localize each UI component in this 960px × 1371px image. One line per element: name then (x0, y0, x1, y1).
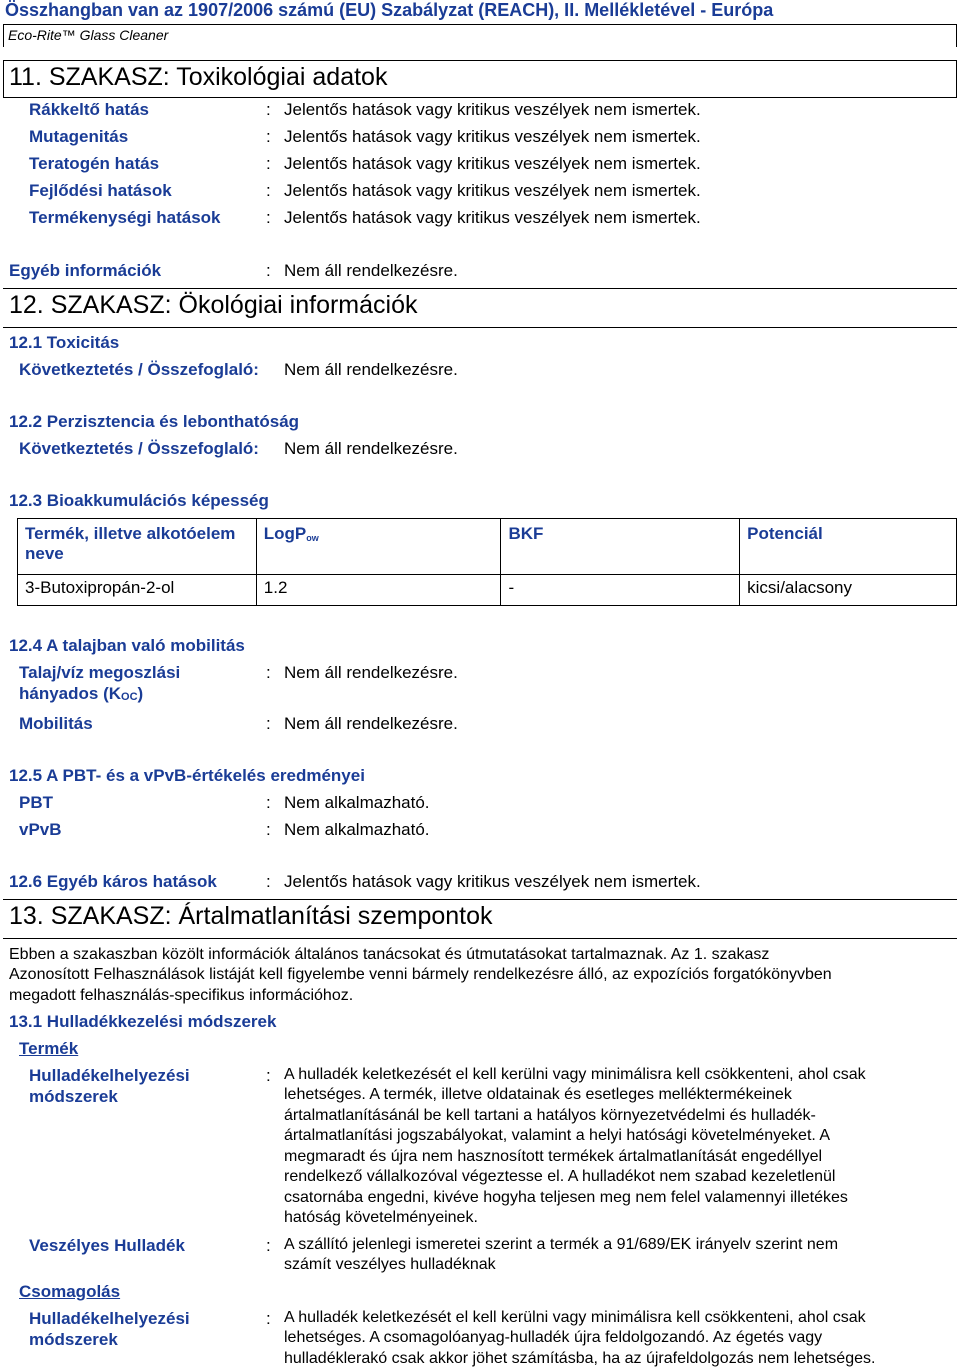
koc-label-text: hányados (K (19, 684, 122, 703)
section-13-top-rule (3, 899, 957, 900)
colon: : (266, 208, 271, 227)
product-disposal-text-4: ártalmatlanítási jogszabályokat, valamint a helyi hatósági követelményeket. A (284, 1127, 831, 1144)
cell-substance: 3-Butoxipropán-2-ol (18, 575, 257, 606)
table-row (18, 575, 957, 606)
section-13-bottom-rule (3, 938, 957, 939)
document-header-title: Összhangban van az 1907/2006 számú (EU) Szabályzat (REACH), II. Mellékletével - Európa (5, 0, 774, 20)
product-disposal-label-line1: Hulladékelhelyezési (29, 1066, 190, 1085)
colon: : (266, 714, 271, 733)
other-info-label: Egyéb információk (9, 261, 162, 280)
mobility-value: Nem áll rendelkezésre. (284, 714, 458, 733)
koc-close-paren: ) (137, 684, 144, 703)
packaging-disposal-text-1: A hulladék keletkezését el kell kerülni vagy minimálisra kell csökkenteni, ahol csak (284, 1309, 866, 1326)
mutagenicity-label: Mutagenitás (29, 127, 129, 146)
product-disposal-text-2: lehetséges. A termék, illetve oldatainak és esetleges melléktermékeinek (284, 1086, 792, 1103)
section-12-top-rule (3, 288, 957, 289)
mobility-label: Mobilitás (19, 714, 93, 733)
packaging-disposal-text-2: lehetséges. A csomagolóanyag-hulladék újra feldolgozandó. Az égetés vagy (284, 1329, 823, 1346)
developmental-effects-value: Jelentős hatások vagy kritikus veszélyek nem ismertek. (284, 181, 701, 200)
column-header-substance (18, 519, 257, 575)
colon: : (266, 154, 271, 173)
carcinogenicity-value: Jelentős hatások vagy kritikus veszélyek nem ismertek. (284, 100, 701, 119)
section-13-title: 13. SZAKASZ: Ártalmatlanítási szempontok (9, 902, 493, 930)
toxicity-subheading: 12.1 Toxicitás (9, 333, 120, 352)
colon: : (266, 127, 271, 146)
cell-potential: kicsi/alacsony (740, 575, 957, 606)
logpow-text: LogP (263, 524, 307, 543)
koc-subscript: OC (121, 691, 138, 703)
persistence-conclusion-value: Nem áll rendelkezésre. (284, 439, 458, 458)
pbt-label: PBT (19, 793, 53, 812)
colon: : (266, 820, 271, 839)
vpvb-label: vPvB (19, 820, 62, 839)
other-info-value: Nem áll rendelkezésre. (284, 261, 458, 280)
intro-line-2: Azonosított Felhasználások listáját kell figyelembe venni bármely rendelkezésre álló, az expozíciós forgatókönyvben (9, 966, 832, 983)
hazardous-waste-text-1: A szállító jelenlegi ismeretei szerint a termék a 91/689/EK irányelv szerint nem (284, 1236, 839, 1253)
bioaccumulation-table (17, 518, 957, 606)
table-header-row (18, 519, 957, 575)
cell-bcf: - (501, 575, 740, 606)
hazardous-waste-text-2: számít veszélyes hulladéknak (284, 1256, 496, 1273)
fertility-effects-label: Termékenységi hatások (29, 208, 221, 227)
colon: : (266, 663, 271, 682)
packaging-disposal-label-line1: Hulladékelhelyezési (29, 1309, 190, 1328)
product-disposal-text-6: rendelkező vállalkozóval végeztesse el. A hulladékot nem szabad kezeletlenül (284, 1168, 836, 1185)
column-header-potential: Potenciál (740, 519, 957, 575)
colon: : (266, 793, 271, 812)
other-adverse-effects-value: Jelentős hatások vagy kritikus veszélyek nem ismertek. (284, 872, 701, 891)
colon: : (266, 1066, 271, 1085)
column-header-logpow (256, 519, 501, 575)
koc-label-line2 (19, 684, 143, 704)
koc-value: Nem áll rendelkezésre. (284, 663, 458, 682)
product-disposal-label-line2: módszerek (29, 1087, 118, 1106)
logpow-subscript: ow (306, 533, 319, 543)
waste-treatment-subheading: 13.1 Hulladékkezelési módszerek (9, 1012, 277, 1031)
packaging-heading: Csomagolás (19, 1282, 121, 1301)
carcinogenicity-label: Rákkeltő hatás (29, 100, 149, 119)
product-name: Eco-Rite™ Glass Cleaner (8, 27, 169, 43)
koc-label-line1: Talaj/víz megoszlási (19, 663, 181, 682)
persistence-subheading: 12.2 Perzisztencia és lebonthatóság (9, 412, 300, 431)
mutagenicity-value: Jelentős hatások vagy kritikus veszélyek nem ismertek. (284, 127, 701, 146)
colon: : (266, 181, 271, 200)
cell-logpow: 1.2 (256, 575, 501, 606)
intro-line-1: Ebben a szakaszban közölt információk általános tanácsokat és útmutatásokat tartalmaznak. Az 1. szakasz (9, 946, 770, 963)
product-disposal-text-7: csatornába engedni, kivéve hogyha teljesen meg nem felel valamennyi illetékes (284, 1189, 848, 1206)
section-11-title: 11. SZAKASZ: Toxikológiai adatok (9, 63, 388, 91)
product-disposal-text-1: A hulladék keletkezését el kell kerülni vagy minimálisra kell csökkenteni, ahol csak (284, 1066, 866, 1083)
pbt-value: Nem alkalmazható. (284, 793, 430, 812)
toxicity-conclusion-value: Nem áll rendelkezésre. (284, 360, 458, 379)
intro-line-3: megadott felhasználás-specifikus információhoz. (9, 987, 354, 1004)
persistence-conclusion-label: Következtetés / Összefoglaló: (19, 439, 259, 458)
product-disposal-text-3: ártalmatlanításánál be kell tartani a hatályos környezetvédelmi és hulladék- (284, 1107, 816, 1124)
packaging-disposal-label-line2: módszerek (29, 1330, 118, 1349)
developmental-effects-label: Fejlődési hatások (29, 181, 172, 200)
section-12-bottom-rule (3, 327, 957, 328)
section-12-title: 12. SZAKASZ: Ökológiai információk (9, 291, 418, 319)
teratogenicity-label: Teratogén hatás (29, 154, 160, 173)
bioaccumulation-subheading: 12.3 Bioakkumulációs képesség (9, 491, 269, 510)
hazardous-waste-label: Veszélyes Hulladék (29, 1236, 185, 1255)
packaging-disposal-text-3: hulladéklerakó csak akkor jöhet számításba, ha az újrafeldolgozás nem lehetséges. (284, 1350, 876, 1367)
colon: : (266, 1309, 271, 1328)
product-disposal-text-8: hatóság követelményeinek. (284, 1209, 478, 1226)
colon: : (266, 261, 271, 280)
column-header-substance-line2: neve (25, 544, 64, 563)
fertility-effects-value: Jelentős hatások vagy kritikus veszélyek nem ismertek. (284, 208, 701, 227)
colon: : (266, 1236, 271, 1255)
column-header-substance-line1: Termék, illetve alkotóelem (25, 524, 236, 543)
column-header-bcf: BKF (501, 519, 740, 575)
colon: : (266, 872, 271, 891)
soil-mobility-subheading: 12.4 A talajban való mobilitás (9, 636, 245, 655)
product-heading: Termék (19, 1039, 79, 1058)
pbt-subheading: 12.5 A PBT- és a vPvB-értékelés eredményei (9, 766, 365, 785)
product-disposal-text-5: megmaradt és újra nem hasznosított termékek ártalmatlanítását engedéllyel (284, 1148, 823, 1165)
other-adverse-effects-label: 12.6 Egyéb káros hatások (9, 872, 217, 891)
vpvb-value: Nem alkalmazható. (284, 820, 430, 839)
toxicity-conclusion-label: Következtetés / Összefoglaló: (19, 360, 259, 379)
colon: : (266, 100, 271, 119)
teratogenicity-value: Jelentős hatások vagy kritikus veszélyek nem ismertek. (284, 154, 701, 173)
